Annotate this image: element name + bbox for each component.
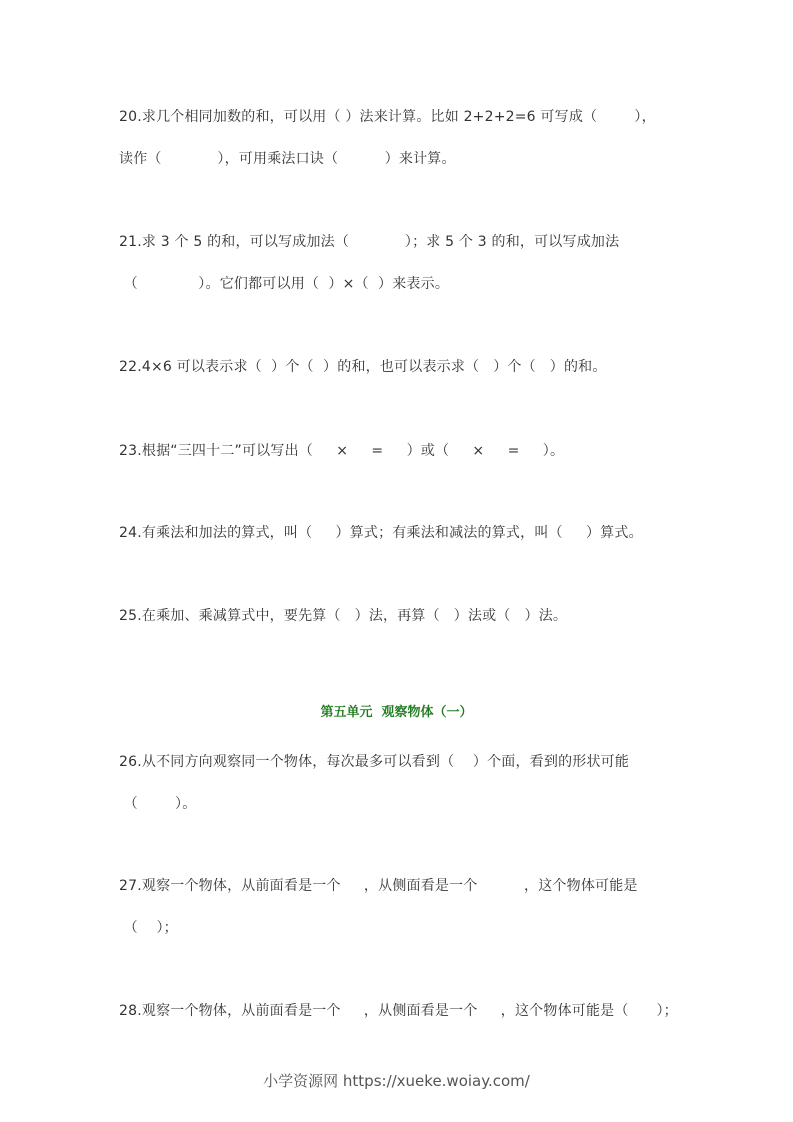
question-line: （ ）。它们都可以用（ ）×（ ）来表示。 (119, 276, 450, 292)
question-22: 22.4×6 可以表示求（ ）个（ ）的和，也可以表示求（ ）个（ ）的和。 (119, 359, 607, 375)
section-heading: 第五单元 观察物体（一） (320, 705, 473, 720)
question-line: 27.观察一个物体，从前面看是一个 ，从侧面看是一个 ，这个物体可能是 (119, 878, 638, 894)
question-line: （ ）； (119, 920, 178, 936)
question-28: 28.观察一个物体，从前面看是一个 ，从侧面看是一个 ，这个物体可能是（ ）； (119, 1003, 678, 1019)
footer-watermark: 小学资源网 https://xueke.woiay.com/ (263, 1072, 530, 1090)
question-line: 20.求几个相同加数的和，可以用（ ）法来计算。比如 2+2+2=6 可写成（ ）， (119, 109, 656, 125)
question-line: 21.求 3 个 5 的和，可以写成加法（ ）；求 5 个 3 的和，可以写成加法 (119, 234, 620, 250)
question-25: 25.在乘加、乘减算式中，要先算（ ）法，再算（ ）法或（ ）法。 (119, 608, 568, 624)
question-23: 23.根据“三四十二”可以写出（ × = ）或（ × = ）。 (119, 443, 565, 459)
question-line: 读作（ ），可用乘法口诀（ ）来计算。 (119, 151, 456, 167)
question-24: 24.有乘法和加法的算式，叫（ ）算式；有乘法和减法的算式，叫（ ）算式。 (119, 525, 643, 541)
question-line: 26.从不同方向观察同一个物体，每次最多可以看到（ ）个面，看到的形状可能 (119, 754, 630, 770)
question-line: （ ）。 (119, 796, 197, 812)
